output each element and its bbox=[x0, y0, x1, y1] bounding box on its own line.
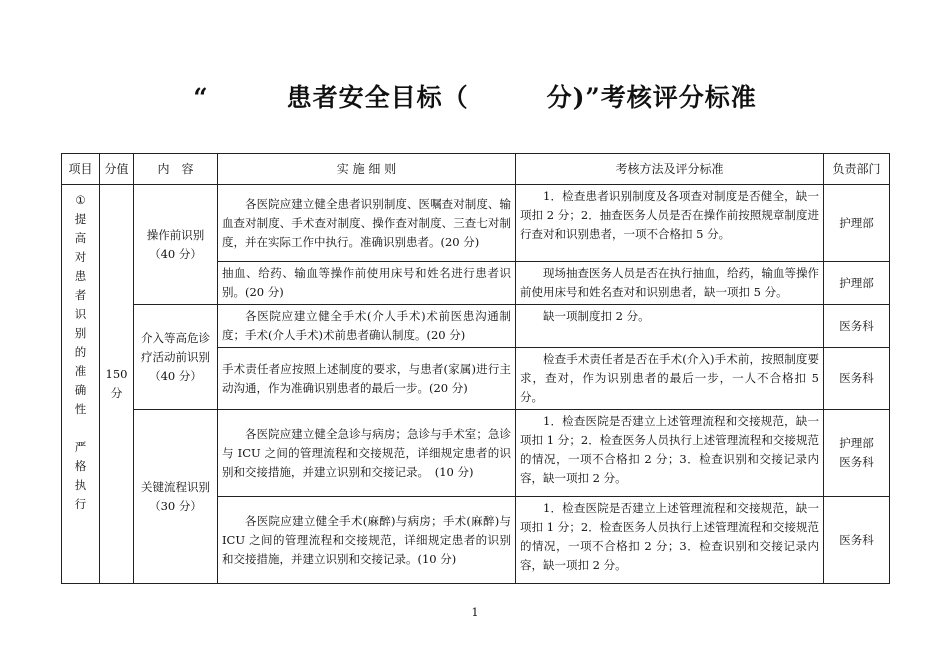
item-char: 确 bbox=[74, 383, 87, 397]
item-char: 别 bbox=[74, 326, 87, 340]
content-cell: 介入等高危诊疗活动前识别 （40 分） bbox=[134, 305, 218, 410]
header-item: 项目 bbox=[62, 154, 100, 185]
item-char: 的 bbox=[74, 345, 87, 359]
item-char bbox=[66, 419, 95, 438]
header-rules: 实 施 细 则 bbox=[218, 154, 516, 185]
dept-cell: 医务科 bbox=[824, 348, 890, 410]
page-number: 1 bbox=[471, 606, 479, 619]
table-row bbox=[62, 185, 890, 262]
content-cell: 操作前识别 （40 分） bbox=[134, 185, 218, 305]
dept-cell: 医务科 bbox=[824, 305, 890, 348]
rule-cell: 手术责任者应按照上述制度的要求，与患者(家属)进行主动沟通，作为准确识别患者的最后一步。(20 分) bbox=[218, 348, 516, 410]
method-cell: 检查手术责任者是否在手术(介入)手术前，按照制度要求，查对，作为识别患者的最后一步，一人不合格扣 5 分。 bbox=[516, 348, 824, 410]
document-title: “ 患者安全目标（ 分)”考核评分标准 bbox=[193, 83, 757, 112]
item-char: 对 bbox=[74, 250, 87, 264]
rule-cell: 各医院应建立健全急诊与病房；急诊与手术室；急诊与 ICU 之间的管理流程和交接规范，详细规定患者的识别和交接措施，并建立识别和交接记录。 (10 分) bbox=[218, 410, 516, 497]
item-char: 高 bbox=[74, 231, 87, 245]
item-char: 性 bbox=[74, 402, 87, 416]
scoring-table bbox=[61, 153, 890, 584]
dept-cell: 护理部 医务科 bbox=[824, 410, 890, 497]
table-body bbox=[62, 185, 890, 584]
dept-cell: 医务科 bbox=[824, 497, 890, 584]
table-row bbox=[62, 305, 890, 348]
method-cell: 1．检查患者识别制度及各项查对制度是否健全，缺一项扣 2 分；2．抽查医务人员是否在操作前按照规章制度进行查对和识别患者，一项不合格扣 5 分。 bbox=[516, 185, 824, 262]
item-char: 行 bbox=[74, 497, 87, 511]
method-cell: 缺一项制度扣 2 分。 bbox=[516, 305, 824, 348]
header-dept: 负责部门 bbox=[824, 154, 890, 185]
item-char: 准 bbox=[74, 364, 87, 378]
dept-cell: 护理部 bbox=[824, 185, 890, 262]
header-score: 分值 bbox=[100, 154, 134, 185]
item-char: 提 bbox=[74, 212, 87, 226]
rule-cell: 抽血、给药、输血等操作前使用床号和姓名进行患者识别。(20 分) bbox=[218, 262, 516, 305]
table-header-row bbox=[62, 154, 890, 185]
rule-cell: 各医院应建立健全患者识别制度、医嘱查对制度、输血查对制度、手术查对制度、操作查对制度、三查七对制度，并在实际工作中执行。准确识别患者。(20 分) bbox=[218, 185, 516, 262]
item-cell bbox=[62, 185, 100, 584]
rule-cell: 各医院应建立健全手术(介人手术)术前医患沟通制度；手术(介人手术)术前患者确认制度。(20 分) bbox=[218, 305, 516, 348]
table-row bbox=[62, 410, 890, 497]
method-cell: 现场抽查医务人员是否在执行抽血，给药，输血等操作前使用床号和姓名查对和识别患者，缺一项扣 5 分。 bbox=[516, 262, 824, 305]
item-char: 严 bbox=[74, 440, 87, 454]
item-char: 格 bbox=[74, 459, 87, 473]
item-char: 患 bbox=[74, 269, 87, 283]
method-cell: 1．检查医院是否建立上述管理流程和交接规范，缺一项扣 1 分；2．检查医务人员执行上述管理流程和交接规范的情况，一项不合格扣 2 分；3．检查识别和交接记录内容，缺一项扣 2 分。 bbox=[516, 497, 824, 584]
item-char: ① bbox=[75, 193, 86, 207]
dept-cell: 护理部 bbox=[824, 262, 890, 305]
method-cell: 1．检查医院是否建立上述管理流程和交接规范，缺一项扣 1 分；2．检查医务人员执行上述管理流程和交接规范的情况，一项不合格扣 2 分；3．检查识别和交接记录内容，缺一项扣 2 分。 bbox=[516, 410, 824, 497]
header-content: 内 容 bbox=[134, 154, 218, 185]
rule-cell: 各医院应建立健全手术(麻醉)与病房；手术(麻醉)与 ICU 之间的管理流程和交接规范，详细规定患者的识别和交接措施，并建立识别和交接记录。(10 分) bbox=[218, 497, 516, 584]
item-char: 者 bbox=[74, 288, 87, 302]
item-char: 执 bbox=[74, 478, 87, 492]
content-cell: 关键流程识别 （30 分） bbox=[134, 410, 218, 584]
item-char: 识 bbox=[74, 307, 87, 321]
header-method: 考核方法及评分标准 bbox=[516, 154, 824, 185]
score-cell: 150 分 bbox=[100, 185, 134, 584]
